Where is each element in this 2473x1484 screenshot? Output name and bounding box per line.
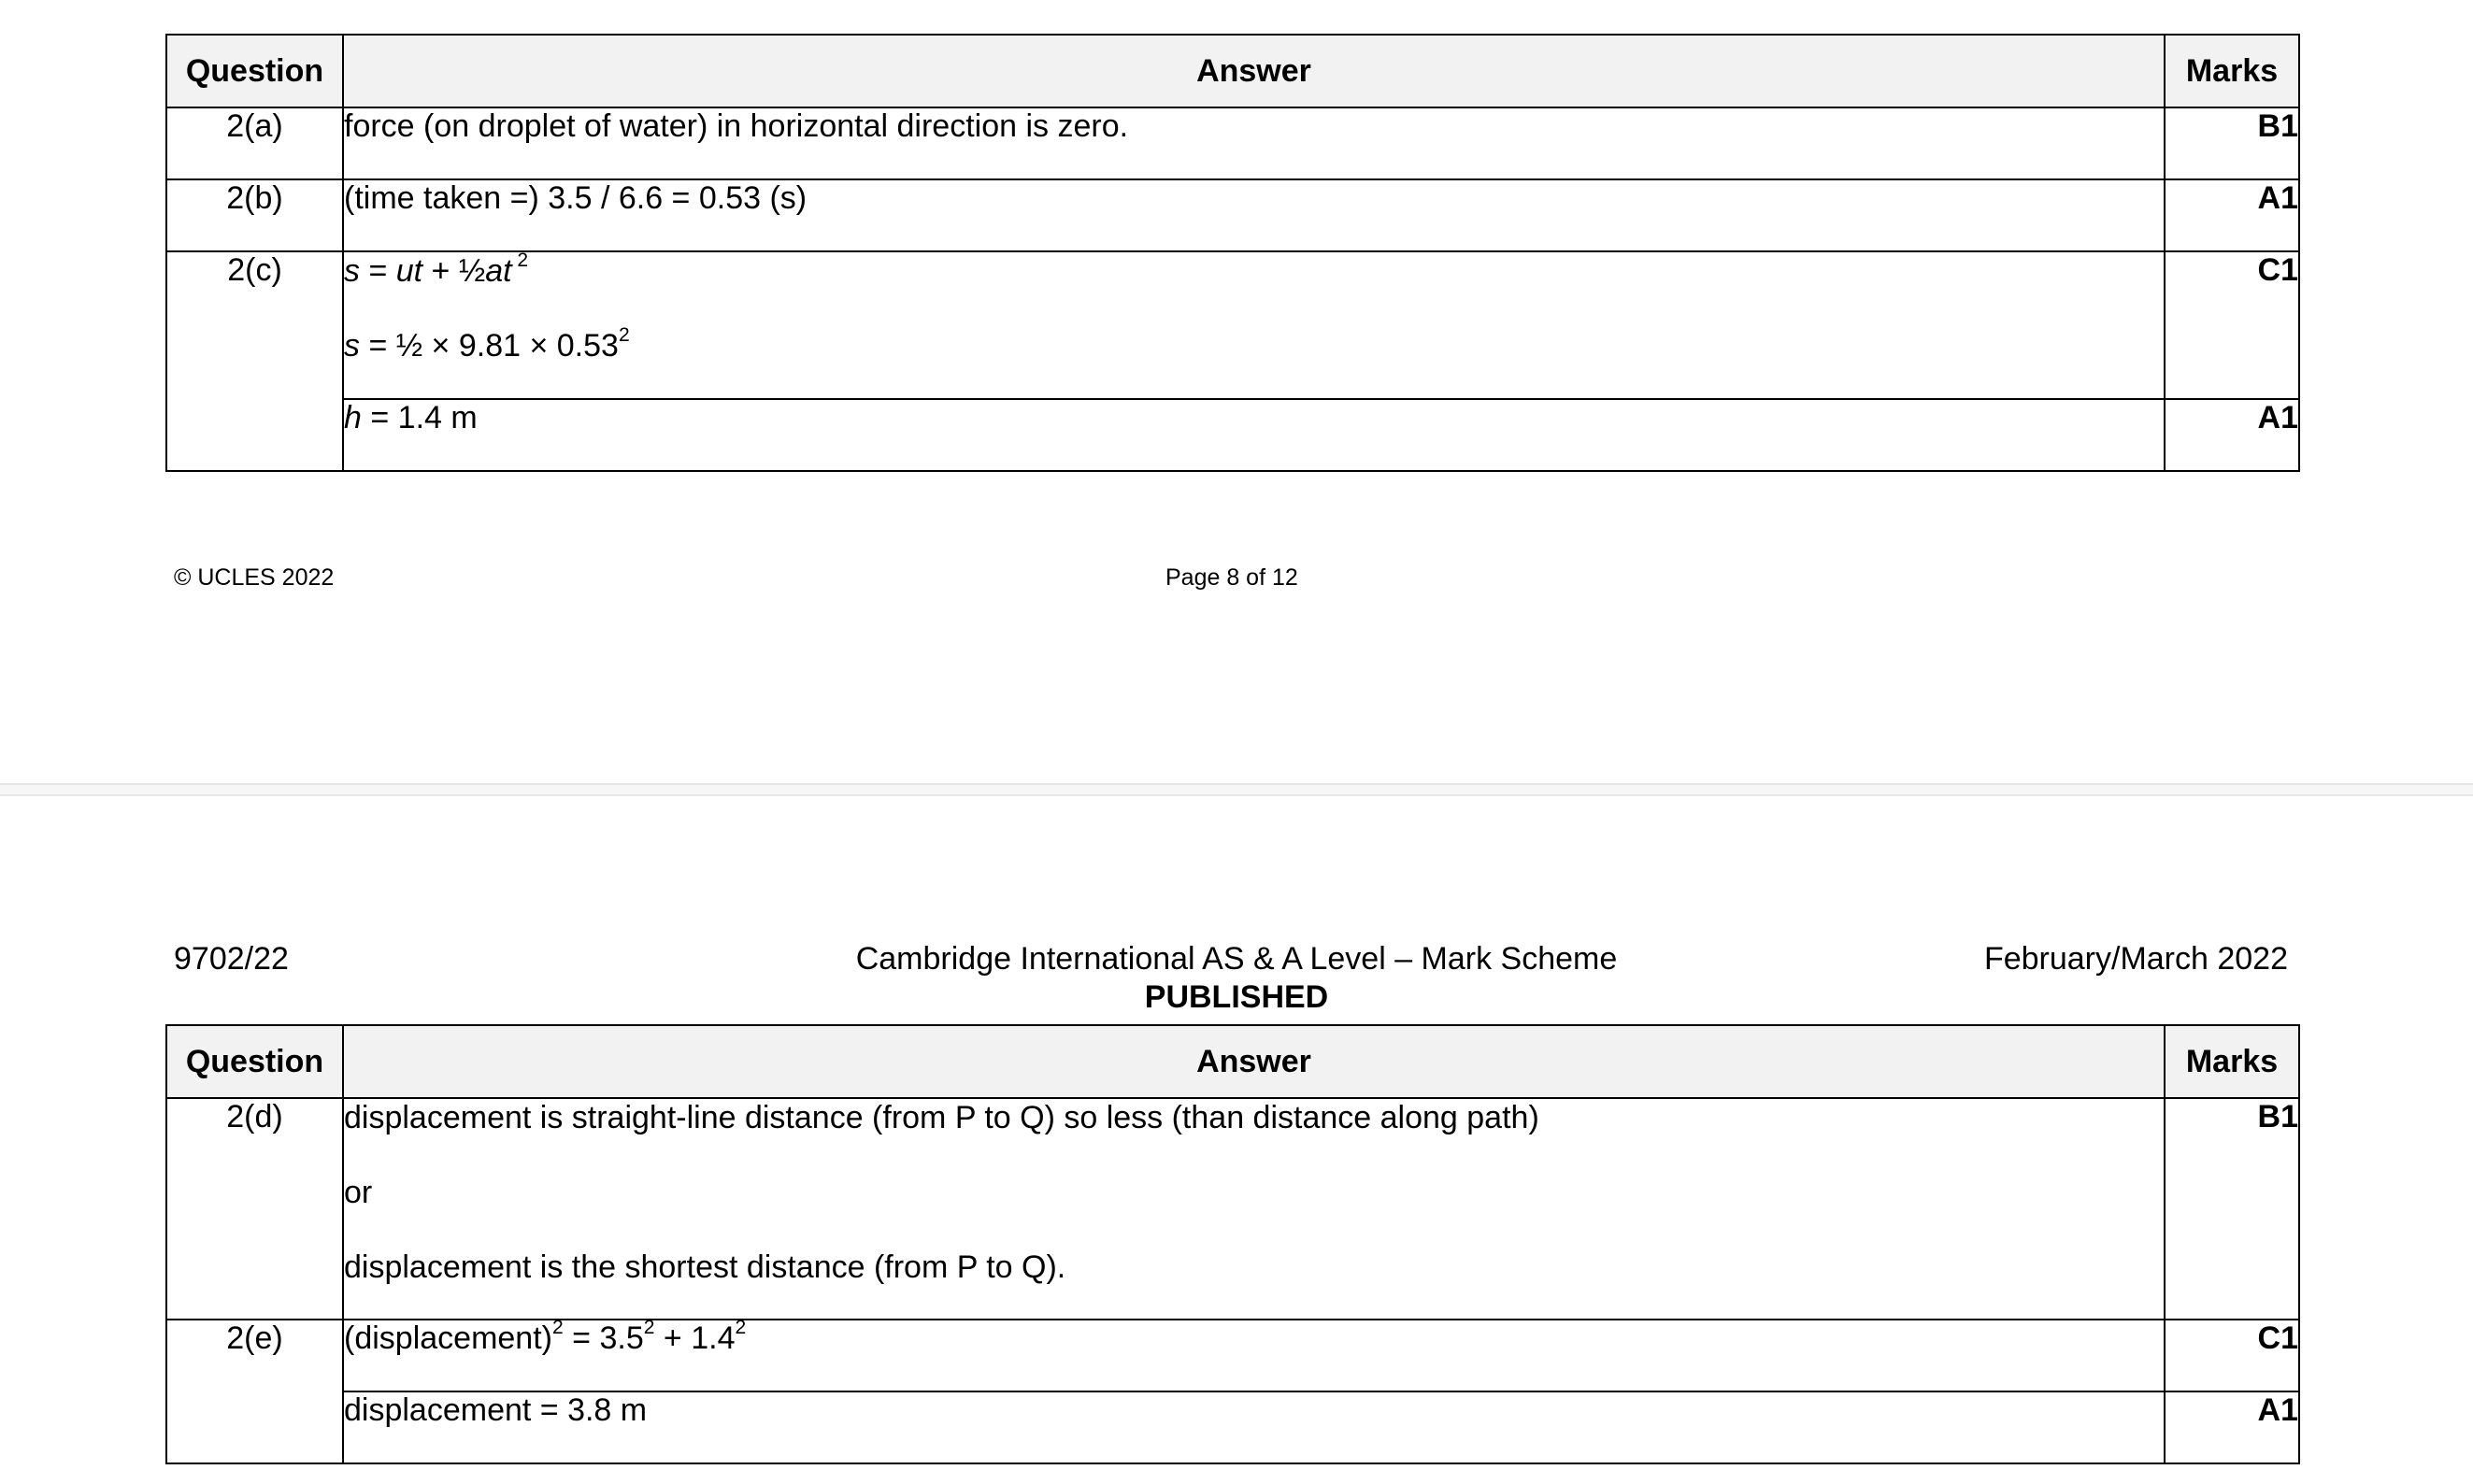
table-header-row — [166, 35, 2299, 107]
answer-line: or — [344, 1175, 373, 1210]
answer-line: displacement is the shortest distance (from P to Q). — [344, 1249, 1066, 1285]
superscript: 2 — [551, 1317, 564, 1339]
table-row — [166, 179, 2299, 251]
question-cell: 2(a) — [166, 107, 343, 179]
equation-text: + ½ — [422, 253, 486, 289]
superscript: 2 — [618, 324, 630, 347]
marks-cell: C1 — [2165, 1320, 2299, 1391]
question-header: Question — [166, 35, 343, 107]
answer-cell — [343, 251, 2165, 399]
page-number: Page 8 of 12 — [1165, 564, 1298, 591]
equation-line — [344, 252, 2164, 327]
document-title: Cambridge International AS & A Level – Mark Scheme — [855, 941, 1618, 977]
table-row — [166, 1391, 2299, 1463]
question-cell: 2(b) — [166, 179, 343, 251]
equation-text: + 1.4 — [654, 1320, 736, 1356]
table-header-row — [166, 1025, 2299, 1098]
question-cell: 2(c) — [166, 251, 343, 471]
marks-cell: A1 — [2165, 399, 2299, 471]
answer-header: Answer — [343, 1025, 2165, 1098]
equation-var: h — [344, 400, 362, 435]
marks-cell: B1 — [2165, 1098, 2299, 1320]
superscript: 2 — [735, 1317, 747, 1339]
marks-header: Marks — [2165, 35, 2299, 107]
equation-var: at — [485, 253, 512, 289]
table-row — [166, 1320, 2299, 1391]
answer-cell: displacement = 3.8 m — [343, 1391, 2165, 1463]
equation-text: = ½ × 9.81 × 0.53 — [360, 328, 619, 364]
mark-scheme-table-page-8 — [165, 34, 2300, 472]
answer-line: displacement is straight-line distance (from P to Q) so less (than distance along path) — [344, 1100, 1539, 1135]
table-row — [166, 107, 2299, 179]
answer-cell — [343, 1317, 2165, 1391]
exam-session: February/March 2022 — [1983, 941, 2288, 977]
question-cell: 2(e) — [166, 1320, 343, 1463]
table-row — [166, 399, 2299, 471]
paper-code: 9702/22 — [174, 941, 289, 977]
equation-text: = — [360, 253, 396, 289]
superscript: 2 — [511, 250, 529, 272]
copyright-footer: © UCLES 2022 — [174, 564, 335, 591]
question-header: Question — [166, 1025, 343, 1098]
marks-cell: A1 — [2165, 179, 2299, 251]
answer-cell: (time taken =) 3.5 / 6.6 = 0.53 (s) — [343, 179, 2165, 251]
answer-cell — [343, 1098, 2165, 1320]
equation-var: ut — [395, 253, 423, 289]
published-label: PUBLISHED — [1144, 979, 1329, 1015]
table-row — [166, 1098, 2299, 1320]
question-cell: 2(d) — [166, 1098, 343, 1320]
equation-text: = 3.5 — [563, 1320, 644, 1356]
page-separator — [0, 783, 2473, 796]
marks-header: Marks — [2165, 1025, 2299, 1098]
table-row — [166, 251, 2299, 399]
answer-cell — [343, 399, 2165, 471]
equation-var: s — [344, 253, 360, 289]
superscript: 2 — [643, 1317, 655, 1339]
equation-var: s — [344, 328, 360, 364]
marks-cell: A1 — [2165, 1391, 2299, 1463]
mark-scheme-table-page-9 — [165, 1024, 2300, 1464]
equation-text: = 1.4 m — [361, 400, 478, 435]
answer-cell: force (on droplet of water) in horizontal direction is zero. — [343, 107, 2165, 179]
answer-header: Answer — [343, 35, 2165, 107]
marks-cell: C1 — [2165, 251, 2299, 399]
equation-text: (displacement) — [344, 1320, 552, 1356]
marks-cell: B1 — [2165, 107, 2299, 179]
equation-line — [344, 324, 2164, 383]
